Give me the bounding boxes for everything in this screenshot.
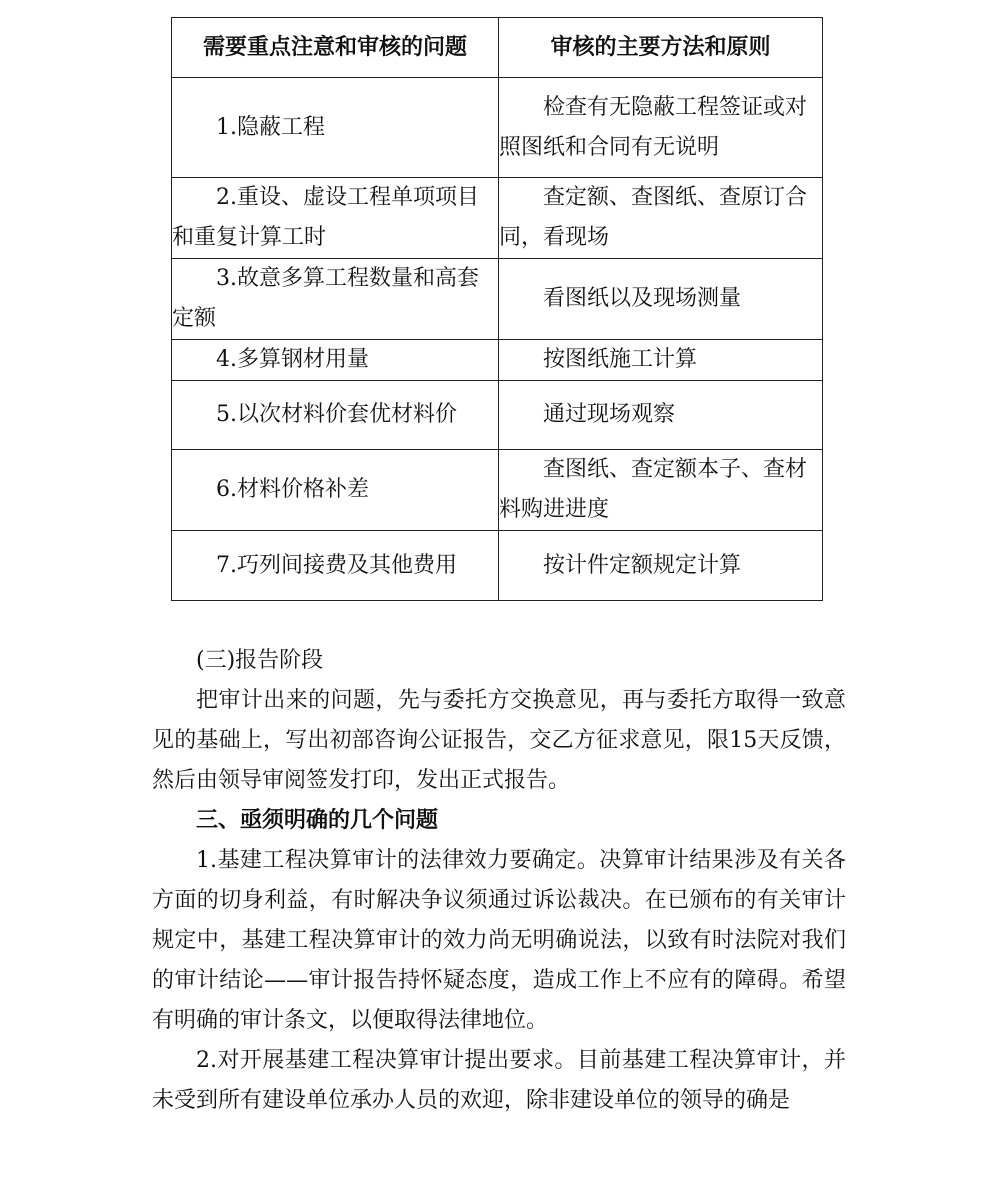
issue-cell: 2.重设、虚设工程单项项目和重复计算工时 bbox=[172, 178, 499, 259]
paragraph-requirements: 2.对开展基建工程决算审计提出要求。目前基建工程决算审计，并未受到所有建设单位承办人员的欢迎，除非建设单位的领导的确是 bbox=[152, 1048, 846, 1113]
issue-cell: 5.以次材料价套优材料价 bbox=[172, 381, 499, 450]
method-cell: 看图纸以及现场测量 bbox=[499, 259, 823, 340]
method-cell: 按计件定额规定计算 bbox=[499, 531, 823, 601]
section-heading-issues: 三、亟须明确的几个问题 bbox=[196, 808, 439, 833]
table-row bbox=[172, 259, 823, 340]
table-header-row bbox=[172, 18, 823, 78]
issue-cell: 1.隐蔽工程 bbox=[172, 78, 499, 178]
table-row bbox=[172, 340, 823, 381]
issue-cell: 7.巧列间接费及其他费用 bbox=[172, 531, 499, 601]
audit-issues-table bbox=[171, 17, 823, 601]
issue-cell: 3.故意多算工程数量和高套定额 bbox=[172, 259, 499, 340]
paragraph-legal-effect: 1.基建工程决算审计的法律效力要确定。决算审计结果涉及有关各方面的切身利益，有时解决争议须通过诉讼裁决。在已颁布的有关审计规定中，基建工程决算审计的效力尚无明确说法，以致有时法院对我们的审计结论——审计报告持怀疑态度，造成工作上不应有的障碍。希望有明确的审计条文，以便取得法律地位。 bbox=[152, 848, 846, 1033]
table-row bbox=[172, 450, 823, 531]
header-issue: 需要重点注意和审核的问题 bbox=[172, 18, 499, 78]
document-body bbox=[152, 641, 846, 1121]
issue-cell: 4.多算钢材用量 bbox=[172, 340, 499, 381]
table-row bbox=[172, 78, 823, 178]
method-cell: 查图纸、查定额本子、查材料购进进度 bbox=[499, 450, 823, 531]
table-row bbox=[172, 178, 823, 259]
method-cell: 通过现场观察 bbox=[499, 381, 823, 450]
method-cell: 按图纸施工计算 bbox=[499, 340, 823, 381]
table-row bbox=[172, 381, 823, 450]
section-heading-report-stage: (三)报告阶段 bbox=[196, 648, 324, 673]
header-method: 审核的主要方法和原则 bbox=[499, 18, 823, 78]
method-cell: 检查有无隐蔽工程签证或对照图纸和合同有无说明 bbox=[499, 78, 823, 178]
paragraph-report-stage: 把审计出来的问题，先与委托方交换意见，再与委托方取得一致意见的基础上，写出初部咨询公证报告，交乙方征求意见，限15天反馈，然后由领导审阅签发打印，发出正式报告。 bbox=[152, 688, 846, 793]
issue-cell: 6.材料价格补差 bbox=[172, 450, 499, 531]
table-row bbox=[172, 531, 823, 601]
method-cell: 查定额、查图纸、查原订合同，看现场 bbox=[499, 178, 823, 259]
